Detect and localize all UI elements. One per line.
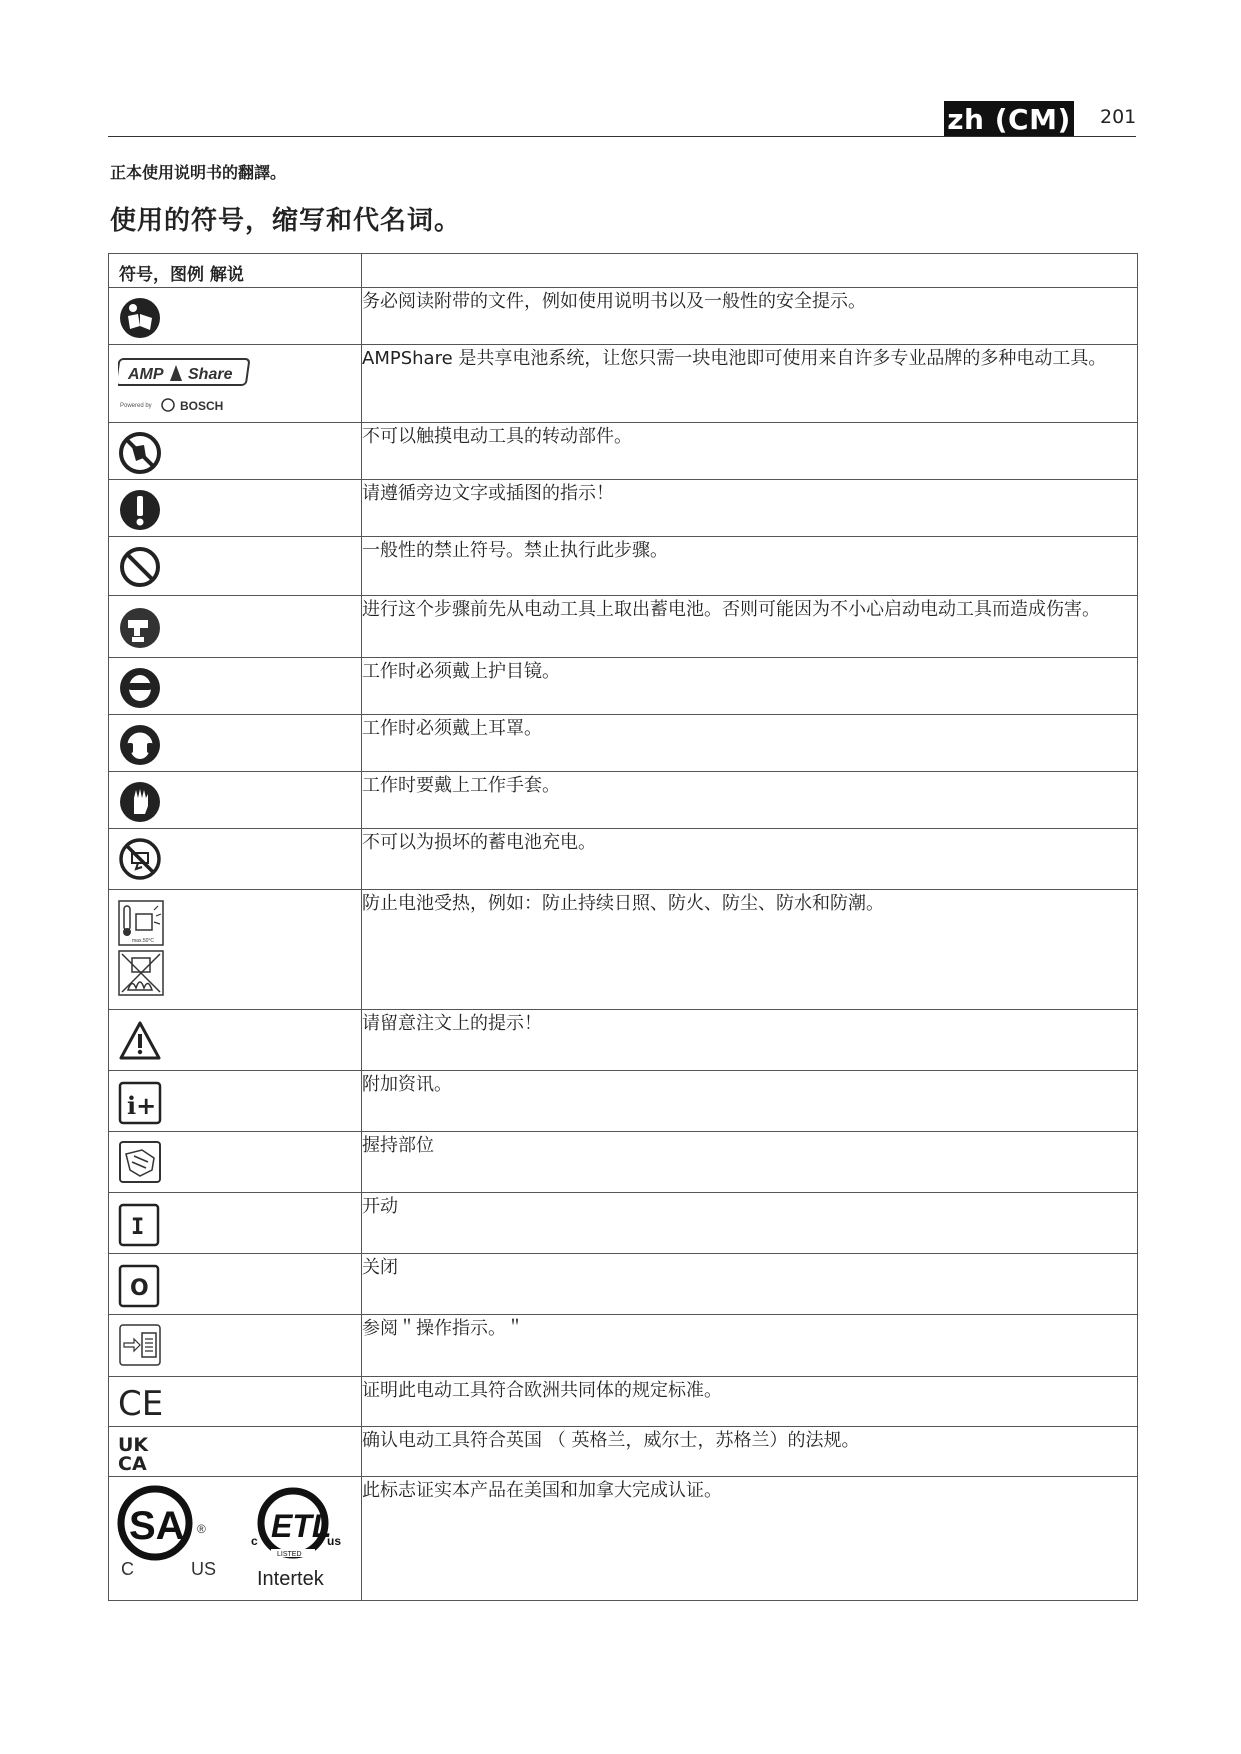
header-rule xyxy=(108,136,1136,137)
switch-on-icon xyxy=(118,1203,162,1247)
info-glyph: i+ xyxy=(127,1091,157,1120)
ampshare-bosch-text: BOSCH xyxy=(180,399,224,413)
table-row xyxy=(109,1477,1138,1601)
remove-battery-icon xyxy=(118,606,162,650)
temp-label: max.50°C xyxy=(132,938,155,944)
row-text: 进行这个步骤前先从电动工具上取出蓄电池。否则可能因为不小心启动电动工具而造成伤害。 xyxy=(362,596,1138,658)
prohibition-icon xyxy=(118,545,162,589)
row-text: 请留意注文上的提示！ xyxy=(362,1010,1138,1071)
row-text: 工作时必须戴上护目镜。 xyxy=(362,658,1138,715)
col-text-header xyxy=(362,254,1138,288)
table-header-row xyxy=(109,254,1138,288)
switch-off-glyph: O xyxy=(130,1276,149,1301)
table-row xyxy=(109,1010,1138,1071)
table-row xyxy=(109,1427,1138,1477)
row-text: AMPShare 是共享电池系统，让您只需一块电池即可使用来自许多专业品牌的多种电动工具。 xyxy=(362,345,1138,423)
etl-c: c xyxy=(251,1534,258,1548)
ukca-top: UK xyxy=(118,1434,149,1456)
table-row xyxy=(109,1071,1138,1132)
table-row xyxy=(109,1315,1138,1377)
row-text: 此标志证实本产品在美国和加拿大完成认证。 xyxy=(362,1477,1138,1601)
info-icon xyxy=(118,1081,162,1125)
etl-listed: LISTED xyxy=(277,1551,302,1558)
grip-area-icon xyxy=(118,1140,162,1184)
ukca-bottom: CA xyxy=(118,1453,147,1473)
table-row xyxy=(109,1193,1138,1254)
table-row xyxy=(109,1254,1138,1315)
switch-off-icon xyxy=(118,1264,162,1308)
row-text: 一般性的禁止符号。禁止执行此步骤。 xyxy=(362,537,1138,596)
ampshare-powered-by: Powered by xyxy=(120,403,152,409)
table-row xyxy=(109,345,1138,423)
exclamation-icon xyxy=(118,488,162,532)
row-text: 附加资讯。 xyxy=(362,1071,1138,1132)
table-row xyxy=(109,537,1138,596)
gloves-icon xyxy=(118,780,162,824)
row-text: 握持部位 xyxy=(362,1132,1138,1193)
page-title: 使用的符号，缩写和代名词。 xyxy=(110,206,462,236)
ear-protection-icon xyxy=(118,723,162,767)
ampshare-amp-text: AMP xyxy=(128,366,164,383)
no-touch-rotating-parts-icon xyxy=(118,431,162,475)
table-row xyxy=(109,829,1138,890)
safety-goggles-icon xyxy=(118,666,162,710)
col-symbol-header: 符号，图例 解说 xyxy=(109,254,362,288)
no-fire-water-icon xyxy=(118,950,164,996)
csa-text: SA xyxy=(129,1504,185,1548)
table-row xyxy=(109,480,1138,537)
row-text: 请遵循旁边文字或插图的指示！ xyxy=(362,480,1138,537)
translation-note: 正本使用说明书的翻譯。 xyxy=(110,163,287,182)
csa-reg: ® xyxy=(197,1522,206,1536)
row-text: 务必阅读附带的文件，例如使用说明书以及一般性的安全提示。 xyxy=(362,288,1138,345)
read-manual-icon xyxy=(118,296,162,340)
row-text: 证明此电动工具符合欧洲共同体的规定标准。 xyxy=(362,1377,1138,1427)
table-row xyxy=(109,658,1138,715)
csa-mark-icon xyxy=(117,1485,217,1591)
table-row xyxy=(109,423,1138,480)
battery-temperature-icon xyxy=(118,900,164,946)
language-badge: zh (CM) xyxy=(944,101,1074,137)
row-text: 确认电动工具符合英国 （ 英格兰，威尔士，苏格兰）的法规。 xyxy=(362,1427,1138,1477)
csa-us: US xyxy=(191,1559,217,1579)
row-text: 防止电池受热，例如：防止持续日照、防火、防尘、防水和防潮。 xyxy=(362,890,1138,1010)
etl-us: us xyxy=(327,1534,342,1548)
row-text: 参阅＂操作指示。＂ xyxy=(362,1315,1138,1377)
ampshare-logo xyxy=(118,355,258,415)
ce-mark-icon xyxy=(118,1383,168,1421)
table-row xyxy=(109,288,1138,345)
no-charge-damaged-battery-icon xyxy=(118,837,162,881)
warning-triangle-icon xyxy=(118,1020,162,1062)
row-text: 不可以触摸电动工具的转动部件。 xyxy=(362,423,1138,480)
table-row xyxy=(109,772,1138,829)
row-text: 关闭 xyxy=(362,1254,1138,1315)
row-text: 工作时必须戴上耳罩。 xyxy=(362,715,1138,772)
table-row xyxy=(109,715,1138,772)
refer-instructions-icon xyxy=(118,1323,162,1367)
row-text: 工作时要戴上工作手套。 xyxy=(362,772,1138,829)
ce-glyph: CE xyxy=(118,1384,164,1421)
etl-mark-icon xyxy=(249,1487,359,1593)
row-text: 不可以为损坏的蓄电池充电。 xyxy=(362,829,1138,890)
table-row xyxy=(109,1377,1138,1427)
ampshare-share-text: Share xyxy=(188,366,233,383)
table-row xyxy=(109,596,1138,658)
page-number: 201 xyxy=(1100,106,1137,128)
table-row xyxy=(109,890,1138,1010)
switch-on-glyph: I xyxy=(131,1215,145,1240)
symbols-table xyxy=(108,253,1138,1601)
row-text: 开动 xyxy=(362,1193,1138,1254)
etl-text: ETL xyxy=(271,1508,332,1544)
csa-c: C xyxy=(121,1559,134,1579)
intertek-text: Intertek xyxy=(257,1568,324,1590)
table-row xyxy=(109,1132,1138,1193)
ukca-mark-icon xyxy=(118,1433,158,1473)
